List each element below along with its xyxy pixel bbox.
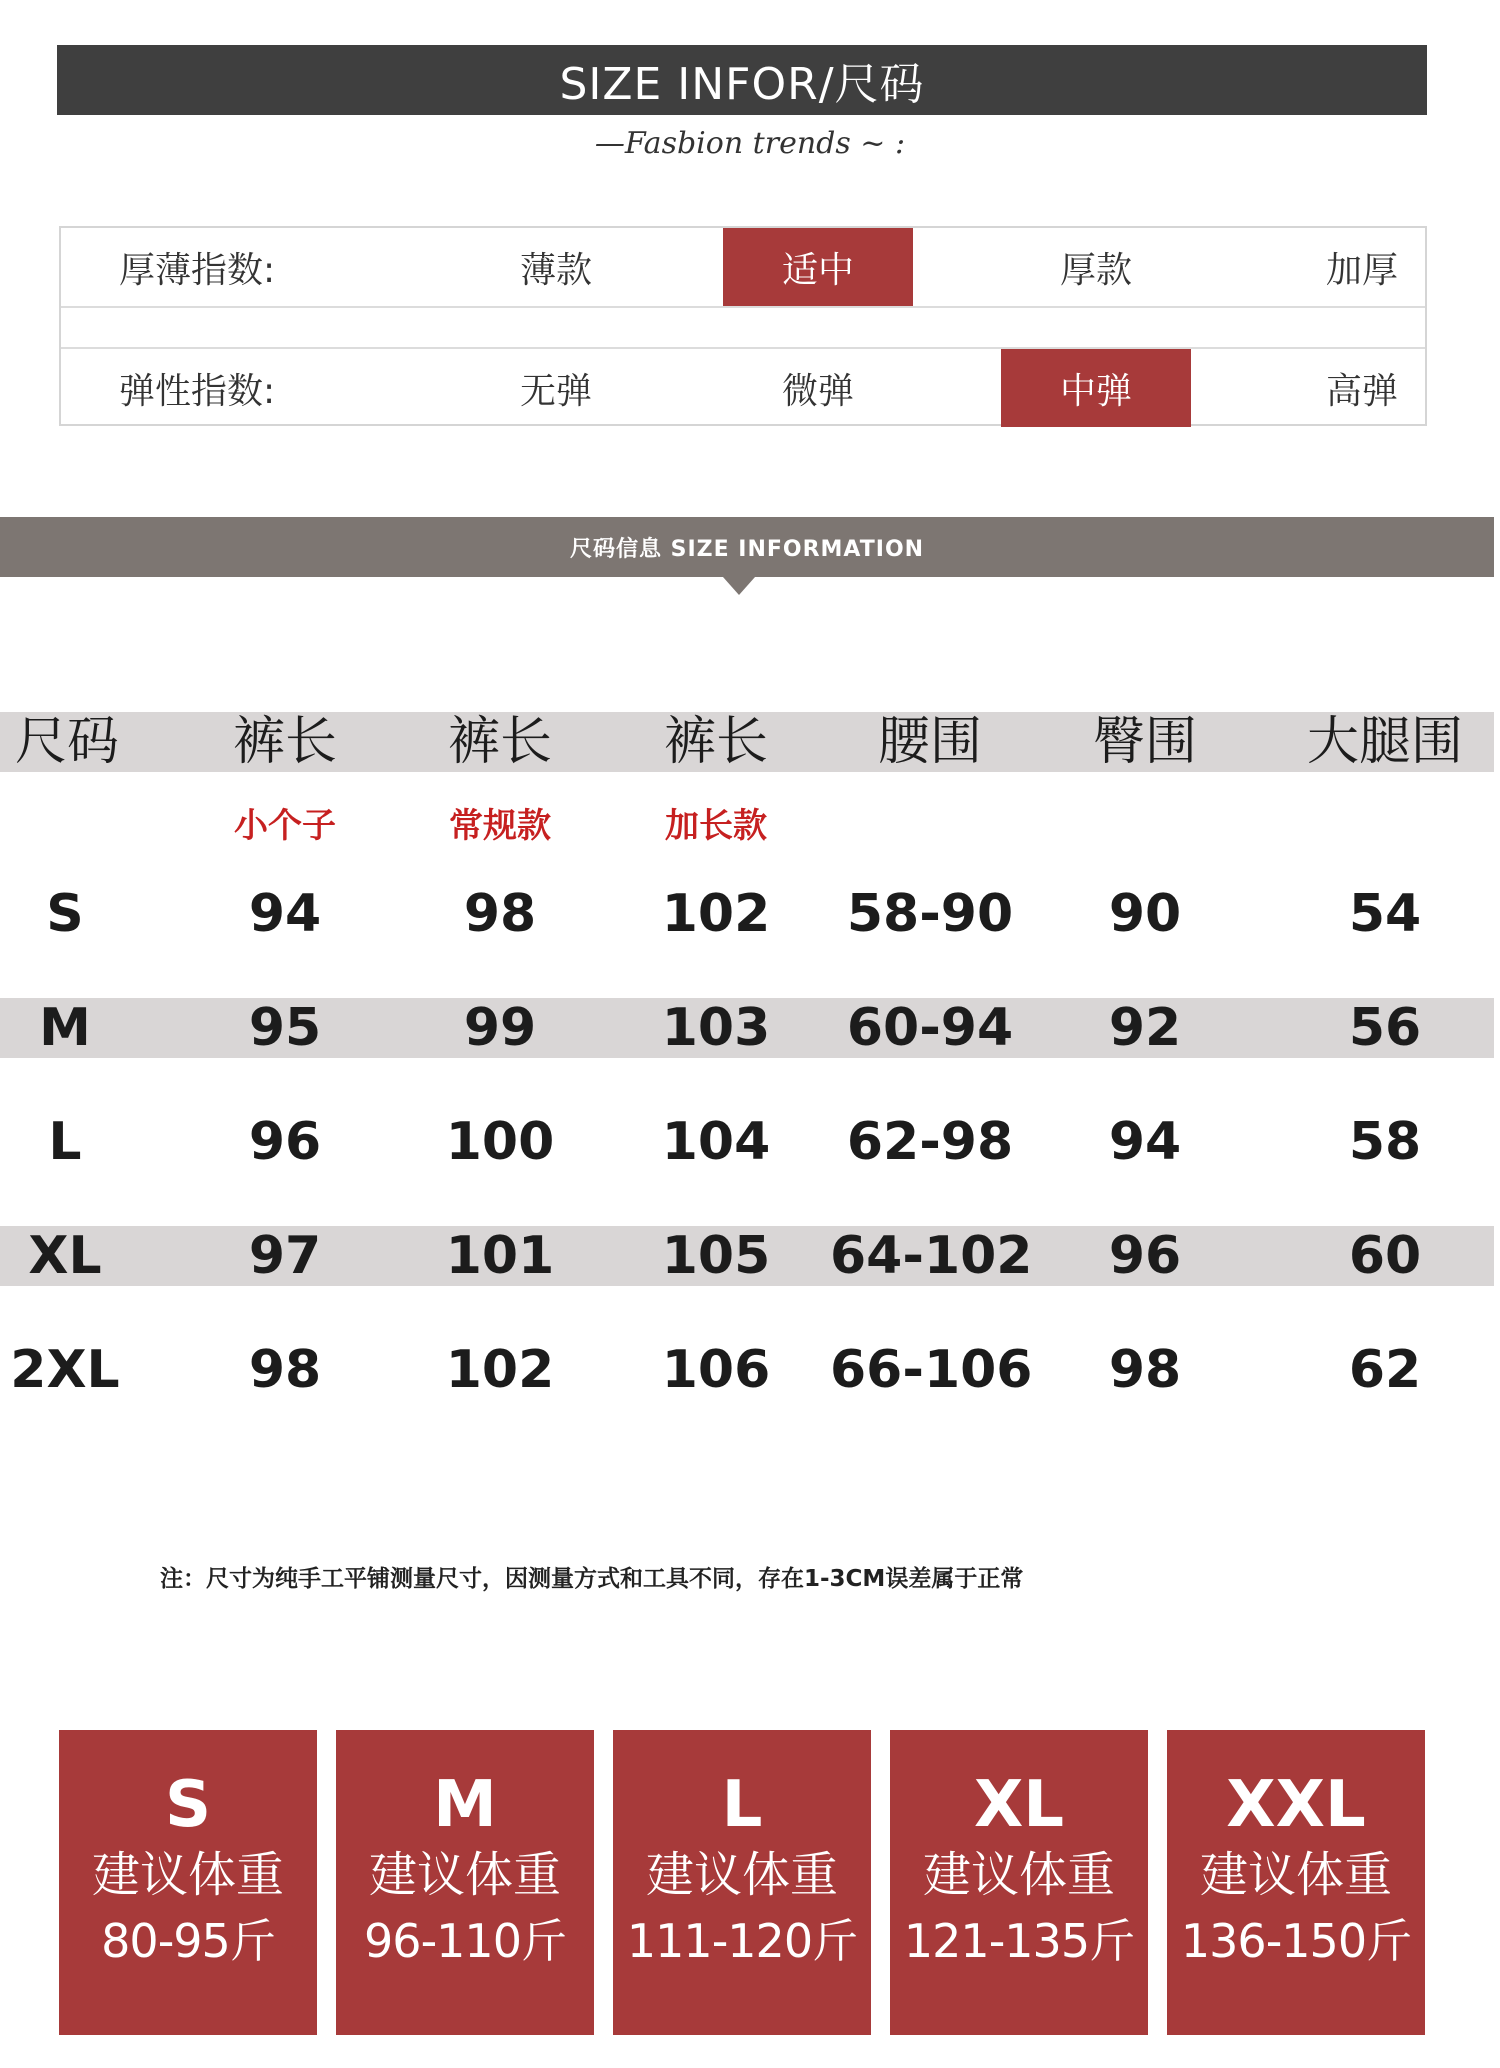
- cell-thigh: 54: [1348, 884, 1422, 944]
- cell-waist: 58-90: [846, 884, 1014, 944]
- cell-hip: 96: [1108, 1226, 1182, 1286]
- cell-length-long: 105: [661, 1226, 771, 1286]
- weight-card-m: [336, 1730, 594, 2035]
- weight-card-xxl: [1167, 1730, 1425, 2035]
- cell-thigh: 62: [1348, 1340, 1422, 1400]
- cell-size: S: [46, 884, 84, 944]
- cell-length-petite: 95: [248, 998, 322, 1058]
- cell-size: XL: [28, 1226, 102, 1286]
- card-label: 建议体重: [922, 1847, 1115, 1903]
- fabric-index-table: [59, 226, 1427, 426]
- elasticity-option: 高弹: [1325, 370, 1398, 412]
- card-weight-range: 96-110斤: [364, 1914, 566, 1968]
- cell-length-long: 102: [661, 884, 771, 944]
- cell-hip: 94: [1108, 1112, 1182, 1172]
- thickness-option-selected: 适中: [723, 228, 913, 306]
- elasticity-option: 无弹: [519, 370, 592, 412]
- cell-length-regular: 101: [445, 1226, 555, 1286]
- size-info-banner: 尺码信息 SIZE INFORMATION: [0, 517, 1494, 577]
- card-weight-range: 121-135斤: [903, 1914, 1135, 1968]
- col-header-length-petite: 裤长: [232, 712, 337, 772]
- elasticity-row: [61, 347, 1425, 427]
- subtitle: —Fasbion trends ~ :: [594, 126, 906, 161]
- card-size: XXL: [1226, 1768, 1366, 1842]
- col-header-hip: 臀围: [1092, 712, 1197, 772]
- cell-length-regular: 100: [445, 1112, 555, 1172]
- col-header-thigh: 大腿围: [1306, 712, 1463, 772]
- cell-length-long: 106: [661, 1340, 771, 1400]
- col-header-length-long: 裤长: [663, 712, 768, 772]
- subheader-long: 加长款: [665, 806, 767, 846]
- card-size: L: [721, 1768, 763, 1842]
- card-weight-range: 111-120斤: [626, 1914, 858, 1968]
- card-size: S: [164, 1768, 212, 1842]
- cell-waist: 66-106: [830, 1340, 1033, 1400]
- elasticity-label: 弹性指数:: [119, 370, 276, 412]
- card-label: 建议体重: [645, 1847, 838, 1903]
- cell-length-petite: 94: [248, 884, 322, 944]
- subheader-regular: 常规款: [449, 806, 551, 846]
- card-label: 建议体重: [368, 1847, 561, 1903]
- cell-thigh: 60: [1348, 1226, 1422, 1286]
- cell-length-regular: 102: [445, 1340, 555, 1400]
- thickness-row: [61, 228, 1425, 308]
- cell-size: M: [39, 998, 91, 1058]
- weight-card-l: [613, 1730, 871, 2035]
- cell-size: 2XL: [10, 1340, 120, 1400]
- cell-length-petite: 96: [248, 1112, 322, 1172]
- page-title: SIZE INFOR/尺码: [57, 45, 1427, 115]
- cell-size: L: [48, 1112, 82, 1172]
- cell-length-petite: 98: [248, 1340, 322, 1400]
- thickness-label: 厚薄指数:: [119, 249, 276, 291]
- cell-length-petite: 97: [248, 1226, 322, 1286]
- cell-waist: 60-94: [846, 998, 1014, 1058]
- cell-hip: 98: [1108, 1340, 1182, 1400]
- card-size: M: [433, 1768, 497, 1842]
- cell-waist: 62-98: [846, 1112, 1014, 1172]
- card-label: 建议体重: [1199, 1847, 1392, 1903]
- subheader-petite: 小个子: [234, 806, 336, 846]
- card-size: XL: [973, 1768, 1065, 1842]
- cell-length-regular: 98: [463, 884, 537, 944]
- banner-arrow-icon: [723, 577, 755, 595]
- thickness-option: 加厚: [1325, 249, 1398, 291]
- card-label: 建议体重: [91, 1847, 284, 1903]
- measurement-note: 注：尺寸为纯手工平铺测量尺寸，因测量方式和工具不同，存在1-3CM误差属于正常: [160, 1566, 1024, 1592]
- thickness-option: 厚款: [1059, 249, 1132, 291]
- card-weight-range: 80-95斤: [101, 1914, 275, 1968]
- col-header-size: 尺码: [15, 712, 120, 772]
- cell-hip: 92: [1108, 998, 1182, 1058]
- cell-thigh: 56: [1348, 998, 1422, 1058]
- cell-hip: 90: [1108, 884, 1182, 944]
- thickness-option: 薄款: [519, 249, 592, 291]
- cell-thigh: 58: [1348, 1112, 1422, 1172]
- col-header-length-regular: 裤长: [447, 712, 552, 772]
- elasticity-option: 微弹: [781, 370, 854, 412]
- elasticity-option-selected: 中弹: [1001, 349, 1191, 427]
- cell-length-long: 103: [661, 998, 771, 1058]
- cell-length-long: 104: [661, 1112, 771, 1172]
- cell-waist: 64-102: [830, 1226, 1033, 1286]
- weight-card-xl: [890, 1730, 1148, 2035]
- card-weight-range: 136-150斤: [1180, 1914, 1412, 1968]
- col-header-waist: 腰围: [877, 712, 982, 772]
- weight-card-s: [59, 1730, 317, 2035]
- cell-length-regular: 99: [463, 998, 537, 1058]
